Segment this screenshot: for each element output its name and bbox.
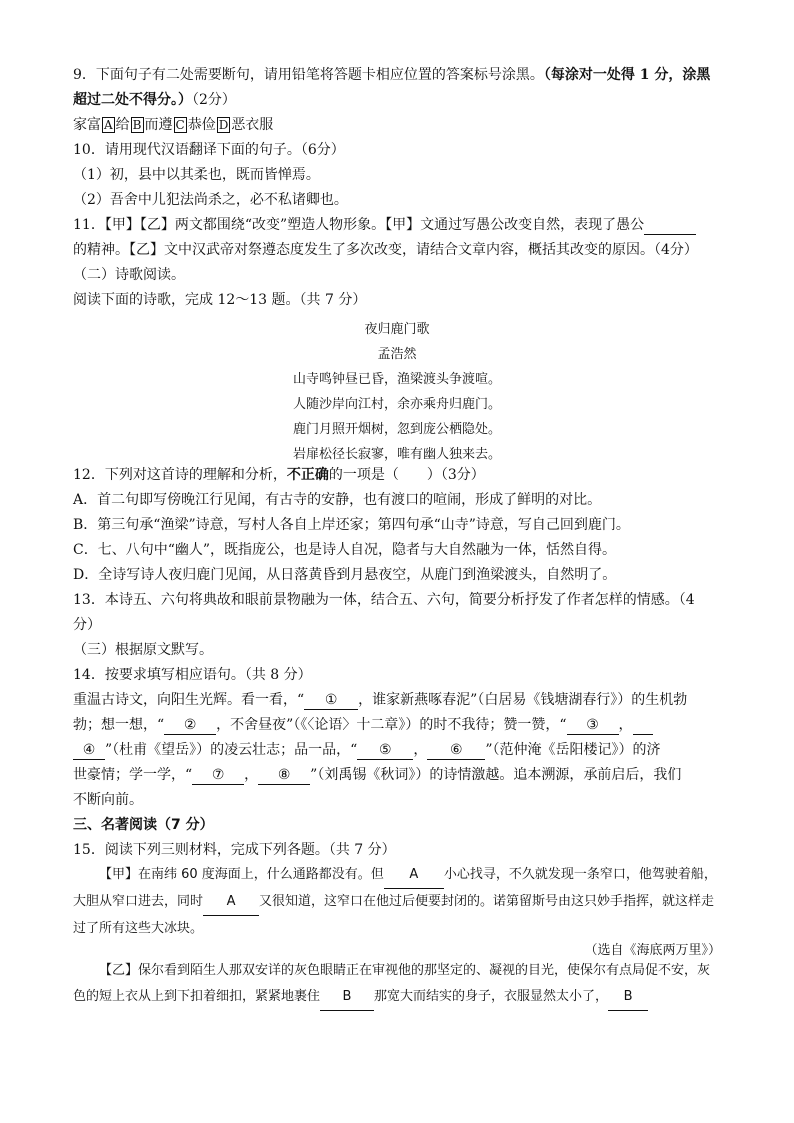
- q12-stem-end: 的一项是（ ）（3分）: [328, 467, 485, 483]
- q14-text: ”（刘禹锡《秋词》）的诗情激越。追本溯源，承前启后，我们: [310, 767, 682, 783]
- q15-jia-text: 【甲】在南纬 60 度海面上，什么通路都没有。但: [99, 867, 384, 882]
- q12-stem-emphasis: 不正确: [286, 467, 329, 483]
- q9-stem: [73, 66, 710, 84]
- q14-text: 世豪情；学一学，“: [73, 767, 193, 783]
- q9-rule2: 超过二处不得分。）: [73, 92, 192, 108]
- q14-stem: 14．按要求填写相应语句。（共 8 分）: [73, 667, 312, 683]
- poem-author: 孟浩然: [377, 347, 417, 362]
- q12-stem-text: 12．下列对这首诗的理解和分析，: [73, 467, 287, 483]
- q14-line-2: [73, 716, 653, 735]
- q14-text: ，谁家新燕啄春泥”（白居易《钱塘湖春行》）的生机勃: [358, 692, 688, 708]
- q15-blank-b-2[interactable]: B: [608, 984, 648, 1011]
- q14-text: ”（杜甫《望岳》）的凌云壮志；品一品，“: [105, 742, 358, 758]
- q15-material-jia: [73, 862, 721, 942]
- q14-blank-2[interactable]: ②: [164, 716, 216, 735]
- q14-text: ，: [413, 742, 428, 758]
- q9-mark-c: C: [175, 118, 185, 132]
- q15-yi-text: 【乙】保尔看到陌生人那双安详的灰色眼睛正在审视他的那坚定的、凝视的目光，使保尔有点局促不: [99, 963, 672, 978]
- q9-seg-5: 恶衣服: [231, 117, 274, 133]
- q12-option-a: A．首二句即写傍晚江行见闻，有古寺的安静，也有渡口的喧闹，形成了鲜明的对比。: [73, 492, 602, 508]
- q9-seg-2: 给: [115, 117, 130, 133]
- q14-blank-8[interactable]: ⑧: [258, 766, 310, 785]
- poem-intro: 阅读下面的诗歌，完成 12～13 题。（共 7 分）: [73, 292, 367, 308]
- q9-seg-1: 家富: [73, 117, 101, 133]
- q12-stem: [73, 466, 485, 484]
- q9-stem-text: 9．下面句子有二处需要断句，请用铅笔将答题卡相应位置的答案标号涂黑。: [73, 67, 544, 83]
- q15-jia-text: 又很知道，这窄口在他过后便要封闭的。诺第留斯号由这只妙手指: [259, 894, 637, 909]
- q10-stem: 10．请用现代汉语翻译下面的句子。（6分）: [73, 142, 345, 158]
- q15-yi-text: 安，灰色的短上衣从上到下扣着细扣，紧紧地裹住: [73, 963, 711, 1004]
- q11-line-1: [73, 216, 696, 235]
- q9-stem-line2: [73, 91, 236, 109]
- q10-sentence-2: （2）吾舍中儿犯法尚杀之，必不私诸卿也。: [73, 192, 348, 208]
- q15-source: （选自《海底两万里》）: [584, 943, 721, 958]
- q15-yi-text: 那宽大而结实的身子，衣服显然太小了，: [374, 989, 609, 1004]
- q9-mark-d: D: [218, 118, 229, 132]
- q12-option-b: B．第三句承“渔梁”诗意，写村人各自上岸还家；第四句承“山寺”诗意，写自己回到鹿门。: [73, 517, 630, 533]
- q14-blank-5[interactable]: ⑤: [357, 741, 413, 760]
- q12-option-c: C．七、八句中“幽人”，既指庞公，也是诗人自况，隐者与大自然融为一体，恬然自得。: [73, 542, 617, 558]
- poem-line: 山寺鸣钟昼已昏，渔梁渡头争渡喧。: [292, 372, 501, 387]
- q14-line-4: [73, 766, 681, 785]
- q12-option-d: D．全诗写诗人夜归鹿门见闻，从日落黄昏到月悬夜空，从鹿门到渔梁渡头，自然明了。: [73, 567, 617, 583]
- q14-text: ”（范仲淹《岳阳楼记》）的济: [485, 742, 661, 758]
- q9-seg-4: 恭俭: [187, 117, 216, 133]
- q11-line-2: 的精神。【乙】文中汉武帝对祭遵态度发生了多次改变，请结合文章内容，概括其改变的原因。（4分）: [73, 242, 698, 258]
- q15-material-yi: [73, 958, 721, 1011]
- q13-line-1: 13．本诗五、六句将典故和眼前景物融为一体，结合五、六句，简要分析抒发了作者怎样的情感。（4: [73, 592, 695, 608]
- q15-blank-a-1[interactable]: A: [384, 862, 444, 889]
- section-classics-heading: 三、名著阅读（7 分）: [73, 817, 214, 833]
- q14-text: 勃；想一想，“: [73, 717, 165, 733]
- q11-text-1: 11．【甲】【乙】两文都围绕“改变”塑造人物形象。【甲】文通过写愚公改变自然，表现了愚公: [73, 217, 645, 233]
- q14-text: ，不舍昼夜”（《〈论语〉十二章》）的时不我待；赞一赞，“: [216, 717, 567, 733]
- q9-rule: （每涂对一处得 1 分，涂黑: [543, 67, 711, 83]
- poem-line: 鹿门月照开烟树，忽到庞公栖隐处。: [292, 422, 501, 437]
- q15-blank-a-2[interactable]: A: [203, 889, 259, 916]
- q15-blank-b-1[interactable]: B: [320, 984, 374, 1011]
- q14-text: 重温古诗文，向阳生光辉。看一看，“: [73, 692, 305, 708]
- q14-text: ，: [244, 767, 259, 783]
- q15-jia-text: 挥，就这样走过了所有这些大冰块。: [73, 894, 715, 936]
- q15-jia-text: 着船，大胆从窄口进去，同时: [73, 867, 717, 909]
- poem-title: 夜归鹿门歌: [364, 322, 430, 337]
- q14-blank-3[interactable]: ③: [567, 716, 619, 735]
- q15-stem: 15．阅读下列三则材料，完成下列各题。（共 7 分）: [73, 842, 396, 858]
- q9-score: （2分）: [192, 92, 236, 108]
- q14-blank-6[interactable]: ⑥: [427, 741, 485, 760]
- q14-blank-7[interactable]: ⑦: [192, 766, 244, 785]
- q14-blank-1[interactable]: ①: [304, 691, 358, 710]
- q9-mark-a: A: [104, 118, 113, 132]
- section-poetry-heading: （二）诗歌阅读。: [73, 267, 185, 283]
- poem-line: 岩扉松径长寂寥，唯有幽人独来去。: [292, 447, 501, 462]
- q14-blank-4-start[interactable]: [633, 716, 653, 735]
- q11-answer-blank[interactable]: [644, 216, 696, 235]
- q14-line-1: [73, 691, 687, 710]
- section-dictation-heading: （三）根据原文默写。: [73, 642, 213, 658]
- q15-jia-text: 小心找寻，不久就发现一条窄口，他驾驶: [443, 867, 678, 882]
- q9-sentence: [73, 116, 273, 134]
- q14-line-5: 不断向前。: [73, 792, 143, 808]
- q14-line-3: [73, 741, 661, 760]
- poem-line: 人随沙岸向江村，余亦乘舟归鹿门。: [292, 397, 501, 412]
- q14-text: ，: [618, 717, 633, 733]
- q9-seg-3: 而遵: [144, 117, 173, 133]
- q14-blank-4[interactable]: ④: [73, 741, 105, 760]
- q13-line-2: 分）: [73, 617, 101, 633]
- q10-sentence-1: （1）初，县中以其柔也，既而皆惮焉。: [73, 167, 320, 183]
- q9-mark-b: B: [132, 118, 142, 132]
